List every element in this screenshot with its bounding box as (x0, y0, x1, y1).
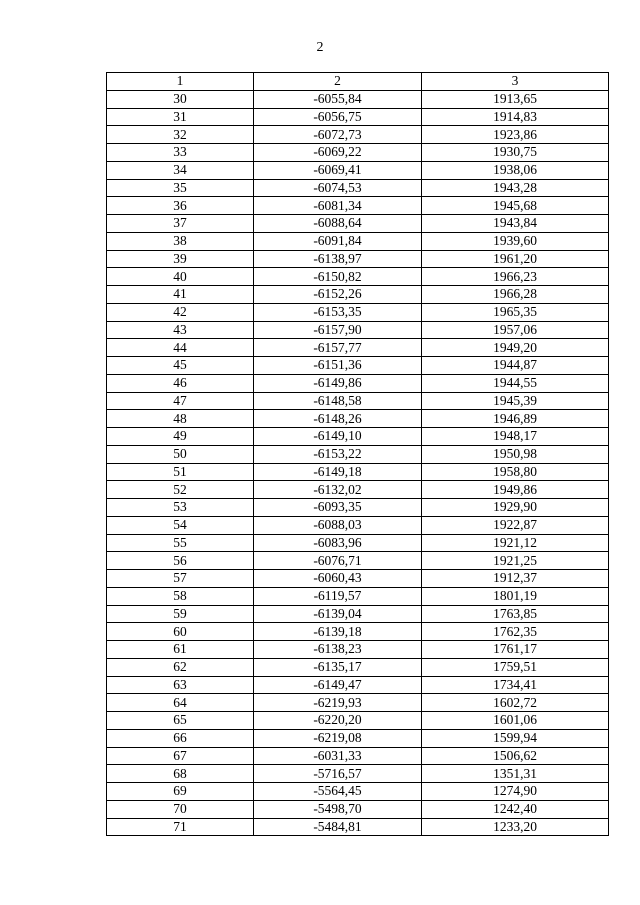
table-row (107, 765, 609, 783)
table-cell-col-1: 48 (107, 410, 254, 428)
table-cell-col-3: 1506,62 (422, 747, 609, 765)
table-cell-col-2: -5564,45 (254, 783, 422, 801)
table-cell-col-2: -6148,58 (254, 392, 422, 410)
table-cell-col-2: -6149,10 (254, 428, 422, 446)
table-cell-col-2: -6091,84 (254, 232, 422, 250)
header-cell-1: 1 (107, 73, 254, 91)
table-cell-col-1: 56 (107, 552, 254, 570)
table-cell-col-2: -6074,53 (254, 179, 422, 197)
table-cell-col-1: 35 (107, 179, 254, 197)
table-cell-col-2: -6153,35 (254, 303, 422, 321)
table-cell-col-2: -6093,35 (254, 499, 422, 517)
header-cell-2: 2 (254, 73, 422, 91)
table-cell-col-3: 1966,23 (422, 268, 609, 286)
table-cell-col-1: 43 (107, 321, 254, 339)
table-cell-col-3: 1602,72 (422, 694, 609, 712)
table-cell-col-1: 44 (107, 339, 254, 357)
table-row (107, 534, 609, 552)
table-cell-col-2: -6088,03 (254, 516, 422, 534)
table-row (107, 161, 609, 179)
table-cell-col-2: -6219,08 (254, 729, 422, 747)
table-cell-col-2: -6149,86 (254, 374, 422, 392)
table-cell-col-3: 1759,51 (422, 658, 609, 676)
table-body (107, 90, 609, 836)
table-cell-col-1: 70 (107, 800, 254, 818)
table-cell-col-3: 1961,20 (422, 250, 609, 268)
table-cell-col-2: -6076,71 (254, 552, 422, 570)
table-cell-col-1: 69 (107, 783, 254, 801)
table-cell-col-1: 42 (107, 303, 254, 321)
table-row (107, 250, 609, 268)
table-cell-col-1: 58 (107, 587, 254, 605)
table-row (107, 303, 609, 321)
table-cell-col-2: -5716,57 (254, 765, 422, 783)
table-cell-col-3: 1938,06 (422, 161, 609, 179)
table-row (107, 144, 609, 162)
table-row (107, 800, 609, 818)
table-cell-col-1: 31 (107, 108, 254, 126)
table-cell-col-3: 1233,20 (422, 818, 609, 836)
table-cell-col-3: 1945,39 (422, 392, 609, 410)
table-cell-col-3: 1801,19 (422, 587, 609, 605)
table-cell-col-1: 55 (107, 534, 254, 552)
table-row (107, 90, 609, 108)
table-cell-col-2: -6069,41 (254, 161, 422, 179)
table-row (107, 587, 609, 605)
table-cell-col-3: 1943,28 (422, 179, 609, 197)
table-row (107, 729, 609, 747)
table-row (107, 516, 609, 534)
table-cell-col-1: 37 (107, 215, 254, 233)
table-cell-col-2: -6157,77 (254, 339, 422, 357)
table-cell-col-3: 1921,25 (422, 552, 609, 570)
table-cell-col-2: -6149,18 (254, 463, 422, 481)
table-cell-col-2: -6056,75 (254, 108, 422, 126)
table-cell-col-1: 51 (107, 463, 254, 481)
table-row (107, 605, 609, 623)
table-row (107, 676, 609, 694)
table-cell-col-2: -6132,02 (254, 481, 422, 499)
table-cell-col-3: 1922,87 (422, 516, 609, 534)
table-cell-col-1: 52 (107, 481, 254, 499)
header-row (107, 73, 609, 91)
table-cell-col-3: 1949,86 (422, 481, 609, 499)
table-cell-col-3: 1761,17 (422, 641, 609, 659)
table-cell-col-3: 1914,83 (422, 108, 609, 126)
table-row (107, 481, 609, 499)
table-cell-col-1: 59 (107, 605, 254, 623)
table-row (107, 197, 609, 215)
table-cell-col-3: 1912,37 (422, 570, 609, 588)
table-row (107, 658, 609, 676)
table-cell-col-2: -6150,82 (254, 268, 422, 286)
table-cell-col-2: -6139,04 (254, 605, 422, 623)
table-cell-col-3: 1949,20 (422, 339, 609, 357)
table-row (107, 552, 609, 570)
table-cell-col-1: 63 (107, 676, 254, 694)
table-cell-col-3: 1945,68 (422, 197, 609, 215)
table-cell-col-1: 30 (107, 90, 254, 108)
table-row (107, 747, 609, 765)
table-cell-col-1: 60 (107, 623, 254, 641)
table-cell-col-3: 1948,17 (422, 428, 609, 446)
table-cell-col-1: 64 (107, 694, 254, 712)
page-number: 2 (316, 40, 324, 55)
table-row (107, 215, 609, 233)
table-cell-col-3: 1946,89 (422, 410, 609, 428)
table-row (107, 783, 609, 801)
table-cell-col-2: -6088,64 (254, 215, 422, 233)
table-cell-col-3: 1351,31 (422, 765, 609, 783)
table-cell-col-1: 36 (107, 197, 254, 215)
table-row (107, 570, 609, 588)
table-cell-col-2: -6055,84 (254, 90, 422, 108)
table-cell-col-2: -6138,23 (254, 641, 422, 659)
table-cell-col-3: 1274,90 (422, 783, 609, 801)
coordinates-table (106, 72, 609, 836)
table-cell-col-1: 62 (107, 658, 254, 676)
table-cell-col-1: 68 (107, 765, 254, 783)
table-row (107, 818, 609, 836)
table-row (107, 410, 609, 428)
table-row (107, 623, 609, 641)
table-cell-col-1: 34 (107, 161, 254, 179)
table-cell-col-1: 47 (107, 392, 254, 410)
table-row (107, 392, 609, 410)
table-cell-col-2: -5498,70 (254, 800, 422, 818)
table-cell-col-3: 1599,94 (422, 729, 609, 747)
table-cell-col-3: 1763,85 (422, 605, 609, 623)
table-cell-col-3: 1944,87 (422, 357, 609, 375)
table-cell-col-2: -6138,97 (254, 250, 422, 268)
header-cell-3: 3 (422, 73, 609, 91)
table-cell-col-3: 1965,35 (422, 303, 609, 321)
table-cell-col-1: 53 (107, 499, 254, 517)
table-row (107, 126, 609, 144)
table-cell-col-3: 1762,35 (422, 623, 609, 641)
table-cell-col-1: 71 (107, 818, 254, 836)
table-cell-col-1: 54 (107, 516, 254, 534)
table-cell-col-2: -6157,90 (254, 321, 422, 339)
table-cell-col-1: 40 (107, 268, 254, 286)
table-cell-col-2: -6135,17 (254, 658, 422, 676)
table-row (107, 179, 609, 197)
table-row (107, 712, 609, 730)
table-cell-col-1: 33 (107, 144, 254, 162)
table-row (107, 232, 609, 250)
table-cell-col-3: 1950,98 (422, 445, 609, 463)
table-cell-col-3: 1601,06 (422, 712, 609, 730)
table-cell-col-2: -6119,57 (254, 587, 422, 605)
table-header (107, 73, 609, 91)
table-cell-col-2: -6148,26 (254, 410, 422, 428)
table-row (107, 357, 609, 375)
table-cell-col-3: 1939,60 (422, 232, 609, 250)
table-cell-col-1: 50 (107, 445, 254, 463)
table-cell-col-2: -6219,93 (254, 694, 422, 712)
table-cell-col-2: -6081,34 (254, 197, 422, 215)
table-cell-col-1: 32 (107, 126, 254, 144)
table-cell-col-2: -6072,73 (254, 126, 422, 144)
table-cell-col-3: 1929,90 (422, 499, 609, 517)
table-row (107, 108, 609, 126)
table-cell-col-2: -6153,22 (254, 445, 422, 463)
table-cell-col-2: -6069,22 (254, 144, 422, 162)
table-row (107, 694, 609, 712)
table-row (107, 339, 609, 357)
table-cell-col-1: 61 (107, 641, 254, 659)
table-cell-col-2: -6220,20 (254, 712, 422, 730)
table-row (107, 268, 609, 286)
table-cell-col-1: 57 (107, 570, 254, 588)
table-row (107, 321, 609, 339)
table-cell-col-1: 45 (107, 357, 254, 375)
table-cell-col-3: 1966,28 (422, 286, 609, 304)
table-cell-col-3: 1930,75 (422, 144, 609, 162)
table-cell-col-2: -6031,33 (254, 747, 422, 765)
table-cell-col-3: 1944,55 (422, 374, 609, 392)
table-cell-col-1: 41 (107, 286, 254, 304)
table-cell-col-2: -6152,26 (254, 286, 422, 304)
table-cell-col-3: 1957,06 (422, 321, 609, 339)
table-row (107, 286, 609, 304)
table-cell-col-1: 65 (107, 712, 254, 730)
table-cell-col-1: 46 (107, 374, 254, 392)
table-cell-col-3: 1958,80 (422, 463, 609, 481)
table-cell-col-2: -6139,18 (254, 623, 422, 641)
table-cell-col-1: 49 (107, 428, 254, 446)
table-row (107, 463, 609, 481)
table-cell-col-3: 1913,65 (422, 90, 609, 108)
table-cell-col-2: -6083,96 (254, 534, 422, 552)
table-row (107, 428, 609, 446)
table-cell-col-3: 1734,41 (422, 676, 609, 694)
table-cell-col-2: -5484,81 (254, 818, 422, 836)
table-cell-col-3: 1923,86 (422, 126, 609, 144)
table-cell-col-3: 1921,12 (422, 534, 609, 552)
table-cell-col-3: 1242,40 (422, 800, 609, 818)
table-row (107, 499, 609, 517)
table-cell-col-2: -6060,43 (254, 570, 422, 588)
table-cell-col-1: 38 (107, 232, 254, 250)
table-cell-col-1: 66 (107, 729, 254, 747)
table-row (107, 445, 609, 463)
table-cell-col-1: 39 (107, 250, 254, 268)
table-cell-col-2: -6149,47 (254, 676, 422, 694)
table-cell-col-3: 1943,84 (422, 215, 609, 233)
table-row (107, 374, 609, 392)
table-cell-col-1: 67 (107, 747, 254, 765)
table-row (107, 641, 609, 659)
table-cell-col-2: -6151,36 (254, 357, 422, 375)
